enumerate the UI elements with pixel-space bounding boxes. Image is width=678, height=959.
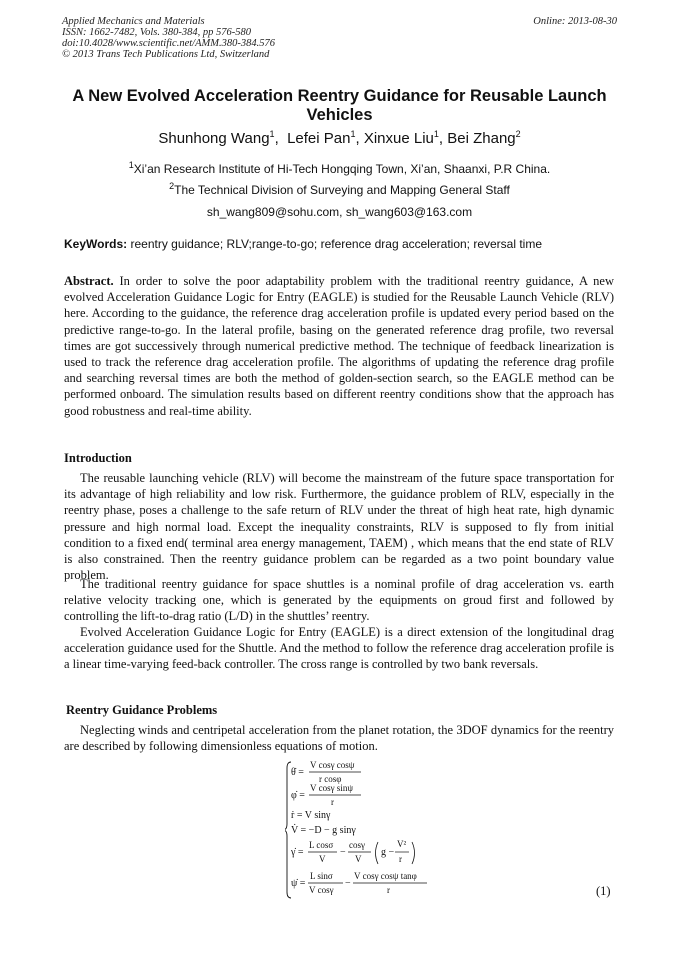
eq-gamma-v2-den: r — [399, 854, 402, 864]
intro-paragraph: The traditional reentry guidance for space shuttles is a nominal profile of drag acceleration vs. earth relative velocity tracking one, which is generated by the equipments on groud first and followed by controlling the lift-to-drag ratio (L/D) in the shuttles’ reentry. — [64, 577, 614, 624]
author-emails: sh_wang809@sohu.com, sh_wang603@163.com — [206, 205, 473, 219]
reentry-paragraph: Neglecting winds and centripetal acceleration from the planet rotation, the 3DOF dynamics for the reentry are described by following dimensionless equations of motion. — [64, 723, 614, 754]
author-list: Shunhong Wang$^1$, Lefei Pan$^1$, Xinxue Liu$^1$, Bei Zhang$^2$ — [158, 129, 521, 147]
doi-line: doi:10.4028/www.scientific.net/AMM.380-384.576 — [62, 38, 275, 49]
equation-number: (1) — [596, 884, 611, 898]
keywords-label: KeyWords: — [64, 237, 128, 251]
left-paren — [376, 842, 379, 864]
right-paren — [412, 842, 415, 864]
intro-paragraph: The reusable launching vehicle (RLV) will become the mainstream of the future space transportation for its advantage of high reliability and low risk. Furthermore, the guidance problem of RLV, especially in the reentry phase, poses a challenge to the safe return of RLV under the threat of high heat rate, high dynamic pressure and high normal load. Except the inequality constraints, RLV is supposed to fly from initial condition to a fixed end( terminal area energy management, TAEM) , which means that the end state of RLV is also constrained. Then the reentry guidance problem can be regarded as a two point boundary value problem. — [64, 471, 614, 583]
issn-line: ISSN: 1662-7482, Vols. 380-384, pp 576-580 — [62, 27, 251, 38]
affiliation-text: Xi’an Research Institute of Hi-Tech Hongqing Town, Xi’an, Shaanxi, P.R China. — [133, 162, 551, 176]
eq-gamma-t2-den: V — [355, 854, 362, 864]
intro-paragraph: Evolved Acceleration Guidance Logic for Entry (EAGLE) is a direct extension of the longitudinal drag acceleration guidance used for the Shuttle. And the method to follow the reference drag acceleration profile is a linear time-varying feed-back controller. The cross range is controlled by two bank reversals. — [64, 625, 614, 672]
eq-gamma-t1-den: V — [319, 854, 326, 864]
eq-gamma-t2-num: cosγ — [349, 840, 365, 850]
eq-psi-t2-den: r — [387, 885, 390, 895]
equation-system — [285, 760, 455, 900]
eq-theta-den: r cosφ — [319, 774, 342, 784]
abstract — [64, 273, 614, 419]
eq-theta-num: V cosγ cosψ — [310, 760, 355, 770]
keywords-text: reentry guidance; RLV;range-to-go; reference drag acceleration; reversal time — [130, 237, 543, 251]
eq-gamma-paren: g − — [381, 847, 395, 858]
affiliation-1 — [62, 162, 617, 176]
eq-gamma-t1-num: L cosσ — [309, 840, 334, 850]
eq-r: ṙ = V sinγ — [291, 810, 331, 821]
affiliation-mark: 1 — [128, 160, 134, 170]
affiliation-mark: 2 — [169, 181, 175, 191]
eq-minus: − — [345, 878, 351, 889]
eq-psi-t2-num: V cosγ cosψ tanφ — [354, 871, 417, 881]
section-heading-introduction: Introduction — [64, 451, 132, 465]
affiliation-text: The Technical Division of Surveying and Mapping General Staff — [174, 183, 510, 197]
eq-phi-num: V cosγ sinψ — [310, 783, 353, 793]
eq-psi-t1-num: L sinσ — [310, 871, 333, 881]
eq-phi-lhs: φ̇ = — [291, 790, 305, 801]
author-affiliation-mark: 1 — [269, 129, 275, 139]
eq-gamma-lhs: γ̇ = — [291, 847, 304, 858]
author-affiliation-mark: 2 — [515, 129, 521, 139]
eq-v: V̇ = −D − g sinγ — [291, 825, 356, 836]
author-name: Shunhong Wang — [158, 130, 270, 147]
eq-minus: − — [340, 847, 346, 858]
affiliation-2 — [62, 183, 617, 197]
abstract-label: Abstract. — [64, 274, 114, 288]
section-heading-reentry: Reentry Guidance Problems — [66, 703, 218, 717]
online-date: Online: 2013-08-30 — [533, 16, 617, 27]
author-name: Bei Zhang — [447, 130, 516, 147]
author-name: Xinxue Liu — [363, 130, 434, 147]
paper-title: A New Evolved Acceleration Reentry Guidance for Reusable Launch Vehicles — [72, 87, 607, 124]
eq-phi-den: r — [331, 797, 334, 807]
author-name: Lefei Pan — [287, 130, 351, 147]
running-header — [62, 16, 617, 60]
keywords — [64, 237, 624, 251]
author-affiliation-mark: 1 — [433, 129, 439, 139]
abstract-text: In order to solve the poor adaptability problem with the traditional reentry guidance, A new evolved Acceleration Guidance Logic for Entry (EAGLE) is studied for the Reusable Launch Vehicle (RLV) here. According to the guidance, the reference drag acceleration profile is updated every period based on the predictive range-to-go. In the lateral profile, basing on the generated reference drag profile, two reversal times are got successively through numerical predictive method. The technique of feedback linearization is used to track the reference drag acceleration profile. The algorithms of updating the reference drag profile and searching reversal times are both the method of golden-section search, so the EAGLE method can be performed onboard. The simulation results based on different reentry conditions show that the approach has good robustness and real-time ability. — [64, 274, 614, 418]
eq-psi-lhs: ψ̇ = — [291, 878, 306, 889]
eq-gamma-v2-num: V² — [397, 839, 407, 849]
eq-psi-t1-den: V cosγ — [309, 885, 334, 895]
journal-name: Applied Mechanics and Materials — [62, 16, 205, 27]
copyright-line: © 2013 Trans Tech Publications Ltd, Switzerland — [62, 49, 270, 60]
eq-theta-lhs: θ̇ = — [291, 767, 304, 778]
author-affiliation-mark: 1 — [350, 129, 356, 139]
